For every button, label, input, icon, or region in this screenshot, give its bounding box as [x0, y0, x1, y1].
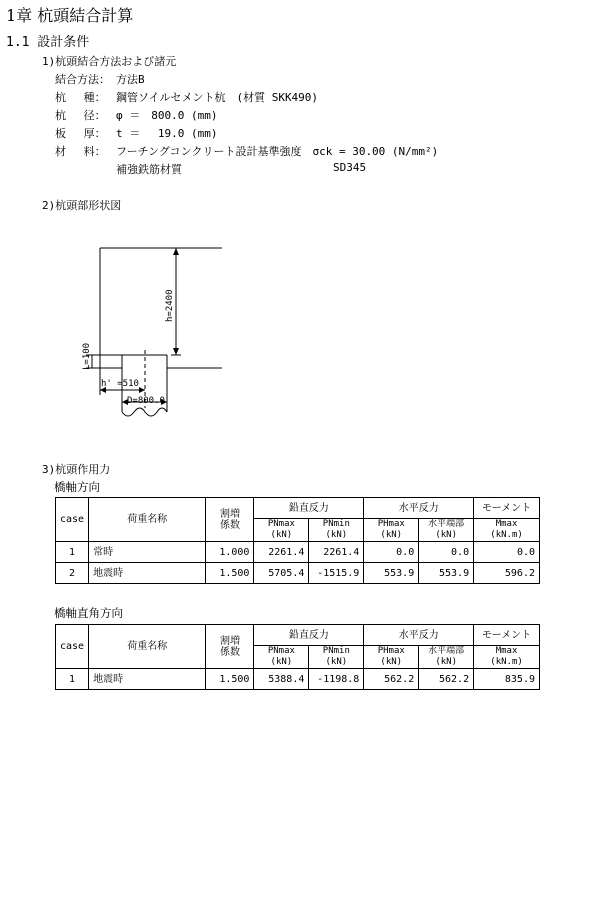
cell-pnmax: 5705.4: [254, 563, 309, 584]
hdr-pnmin: PNmin (kN): [309, 519, 364, 542]
spec-value-type: 鋼管ソイルセメント杭 (材質 SKK490): [116, 91, 319, 104]
hdr-case: case: [56, 625, 89, 669]
dim-D-label: D=800.0: [127, 396, 165, 406]
arrow-h-bottom: [173, 348, 179, 355]
sub2-title: 2)杭頭部形状図: [42, 199, 122, 212]
hdr-phmax: PHmax (kN): [364, 519, 419, 542]
diagram-lines: [86, 248, 222, 416]
sub3-title: 3)杭頭作用力: [42, 463, 111, 476]
hdr-factor: 割増 係数: [206, 625, 254, 669]
chapter-title: 1章 杭頭結合計算: [6, 6, 134, 25]
hdr-vertical: 鉛直反力: [254, 498, 364, 519]
spec-label-thickness: 板 厚：: [55, 127, 106, 140]
reaction-table-transverse: [55, 624, 540, 690]
cell-mmax: 0.0: [474, 542, 540, 563]
table-row: [56, 563, 540, 584]
pile-head-diagram: [0, 230, 260, 430]
hdr-phmax: PHmax (kN): [364, 646, 419, 669]
arrow-h-top: [173, 248, 179, 255]
cell-pnmax: 5388.4: [254, 669, 309, 690]
dim-h-label: h=2400: [165, 289, 175, 322]
spec-label-type: 杭 種：: [55, 91, 106, 104]
cell-mmax: 835.9: [474, 669, 540, 690]
cell-ph-end: 562.2: [419, 669, 474, 690]
spec-label-diameter: 杭 径：: [55, 109, 106, 122]
sub1-title: 1)杭頭結合方法および諸元: [42, 55, 177, 68]
hdr-vertical: 鉛直反力: [254, 625, 364, 646]
pile-break: [122, 408, 167, 416]
hdr-load-name: 荷重名称: [89, 498, 206, 542]
cell-mmax: 596.2: [474, 563, 540, 584]
rebar-value: SD345: [333, 161, 367, 174]
cell-factor: 1.000: [206, 542, 254, 563]
spec-value-diameter: φ ＝ 800.0 (mm): [116, 109, 218, 122]
cell-name: 地震時: [89, 669, 206, 690]
hdr-mmax: Mmax (kN.m): [474, 646, 540, 669]
cell-pnmin: 2261.4: [309, 542, 364, 563]
cell-phmax: 562.2: [364, 669, 419, 690]
cell-case: 2: [56, 563, 89, 584]
cell-ph-end: 0.0: [419, 542, 474, 563]
table-row: [56, 669, 540, 690]
cell-case: 1: [56, 669, 89, 690]
cell-pnmin: -1515.9: [309, 563, 364, 584]
spec-label-material: 材 料：: [55, 145, 106, 158]
spec-value-material: フーチングコンクリート設計基準強度 σck = 30.00 (N/mm²): [116, 145, 439, 158]
cell-phmax: 553.9: [364, 563, 419, 584]
cell-phmax: 0.0: [364, 542, 419, 563]
hdr-pnmax: PNmax (kN): [254, 519, 309, 542]
spec-label-method: 結合方法：: [55, 73, 110, 86]
cell-pnmax: 2261.4: [254, 542, 309, 563]
spec-value-method: 方法B: [116, 73, 145, 86]
table2-title: 橋軸直角方向: [54, 606, 123, 620]
cell-factor: 1.500: [206, 563, 254, 584]
hdr-ph-end: 水平端部 (kN): [419, 646, 474, 669]
hdr-ph-end: 水平端部 (kN): [419, 519, 474, 542]
cell-pnmin: -1198.8: [309, 669, 364, 690]
rebar-label: 補強鉄筋材質: [116, 163, 182, 176]
hdr-load-name: 荷重名称: [89, 625, 206, 669]
cell-factor: 1.500: [206, 669, 254, 690]
section-title: 1.1 設計条件: [6, 35, 90, 50]
reaction-table-axial: [55, 497, 540, 584]
hdr-moment: モーメント: [474, 498, 540, 519]
cell-name: 地震時: [89, 563, 206, 584]
hdr-horizontal: 水平反力: [364, 498, 474, 519]
arrow-hprime-right: [139, 387, 145, 393]
hdr-horizontal: 水平反力: [364, 625, 474, 646]
cell-ph-end: 553.9: [419, 563, 474, 584]
hdr-mmax: Mmax (kN.m): [474, 519, 540, 542]
hdr-factor: 割増 係数: [206, 498, 254, 542]
dim-L-label: L=100: [82, 342, 92, 370]
hdr-case: case: [56, 498, 89, 542]
hdr-pnmin: PNmin (kN): [309, 646, 364, 669]
cell-name: 常時: [89, 542, 206, 563]
table1-title: 橋軸方向: [54, 480, 100, 494]
hdr-pnmax: PNmax (kN): [254, 646, 309, 669]
spec-value-thickness: t ＝ 19.0 (mm): [116, 127, 218, 140]
dim-hprime-label: h' =510: [101, 379, 139, 389]
hdr-moment: モーメント: [474, 625, 540, 646]
table-row: [56, 542, 540, 563]
cell-case: 1: [56, 542, 89, 563]
